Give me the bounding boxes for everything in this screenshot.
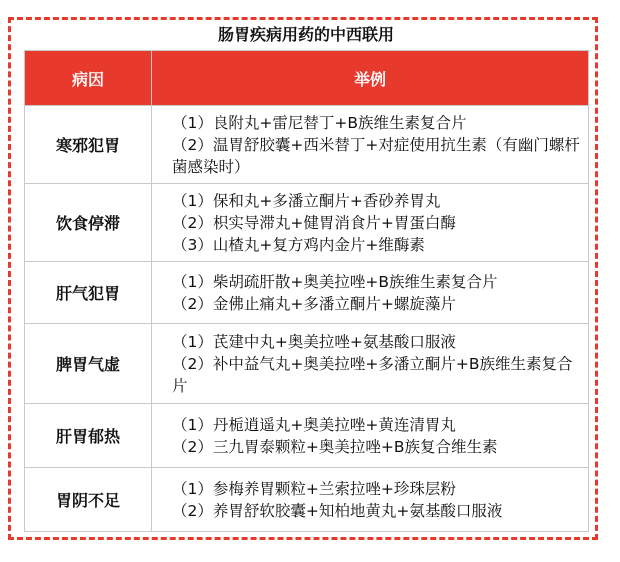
cause-cell: 饮食停滞 bbox=[25, 184, 152, 262]
example-line: （2）枳实导滞丸+健胃消食片+胃蛋白酶 bbox=[172, 213, 456, 232]
example-line: （1）良附丸+雷尼替丁+B族维生素复合片 bbox=[172, 113, 467, 132]
examples-cell bbox=[152, 184, 589, 262]
examples-cell bbox=[152, 324, 589, 404]
table-row bbox=[25, 262, 589, 324]
example-line: （1）芪建中丸+奥美拉唑+氨基酸口服液 bbox=[172, 332, 456, 351]
table-title: 肠胃疾病用药的中西联用 bbox=[217, 25, 394, 44]
table-row bbox=[25, 404, 589, 468]
example-line: （1）丹栀逍遥丸+奥美拉唑+黄连清胃丸 bbox=[172, 415, 456, 434]
example-line: （2）温胃舒胶囊+西米替丁+对症使用抗生素（有幽门螺杆菌感染时） bbox=[172, 135, 580, 176]
header-cause: 病因 bbox=[25, 51, 152, 106]
example-line: （2）金佛止痛丸+多潘立酮片+螺旋藻片 bbox=[172, 294, 456, 313]
cause-cell: 肝气犯胃 bbox=[25, 262, 152, 324]
examples-cell bbox=[152, 468, 589, 532]
table-row bbox=[25, 468, 589, 532]
cause-cell: 胃阴不足 bbox=[25, 468, 152, 532]
examples-cell bbox=[152, 106, 589, 184]
cause-cell: 肝胃郁热 bbox=[25, 404, 152, 468]
table-row bbox=[25, 324, 589, 404]
header-examples: 举例 bbox=[152, 51, 589, 106]
example-line: （2）补中益气丸+奥美拉唑+多潘立酮片+B族维生素复合片 bbox=[172, 354, 573, 395]
table-row bbox=[25, 184, 589, 262]
table-row bbox=[25, 106, 589, 184]
example-line: （2）养胃舒软胶囊+知柏地黄丸+氨基酸口服液 bbox=[172, 501, 503, 520]
examples-cell bbox=[152, 262, 589, 324]
example-line: （2）三九胃泰颗粒+奥美拉唑+B族复合维生素 bbox=[172, 437, 498, 456]
example-line: （1）柴胡疏肝散+奥美拉唑+B族维生素复合片 bbox=[172, 272, 498, 291]
examples-cell bbox=[152, 404, 589, 468]
cause-cell: 脾胃气虚 bbox=[25, 324, 152, 404]
example-line: （3）山楂丸+复方鸡内金片+维酶素 bbox=[172, 235, 425, 254]
remedy-table bbox=[24, 50, 589, 532]
example-line: （1）保和丸+多潘立酮片+香砂养胃丸 bbox=[172, 191, 441, 210]
cause-cell: 寒邪犯胃 bbox=[25, 106, 152, 184]
example-line: （1）参梅养胃颗粒+兰索拉唑+珍珠层粉 bbox=[172, 479, 456, 498]
table-header-row bbox=[25, 51, 589, 106]
